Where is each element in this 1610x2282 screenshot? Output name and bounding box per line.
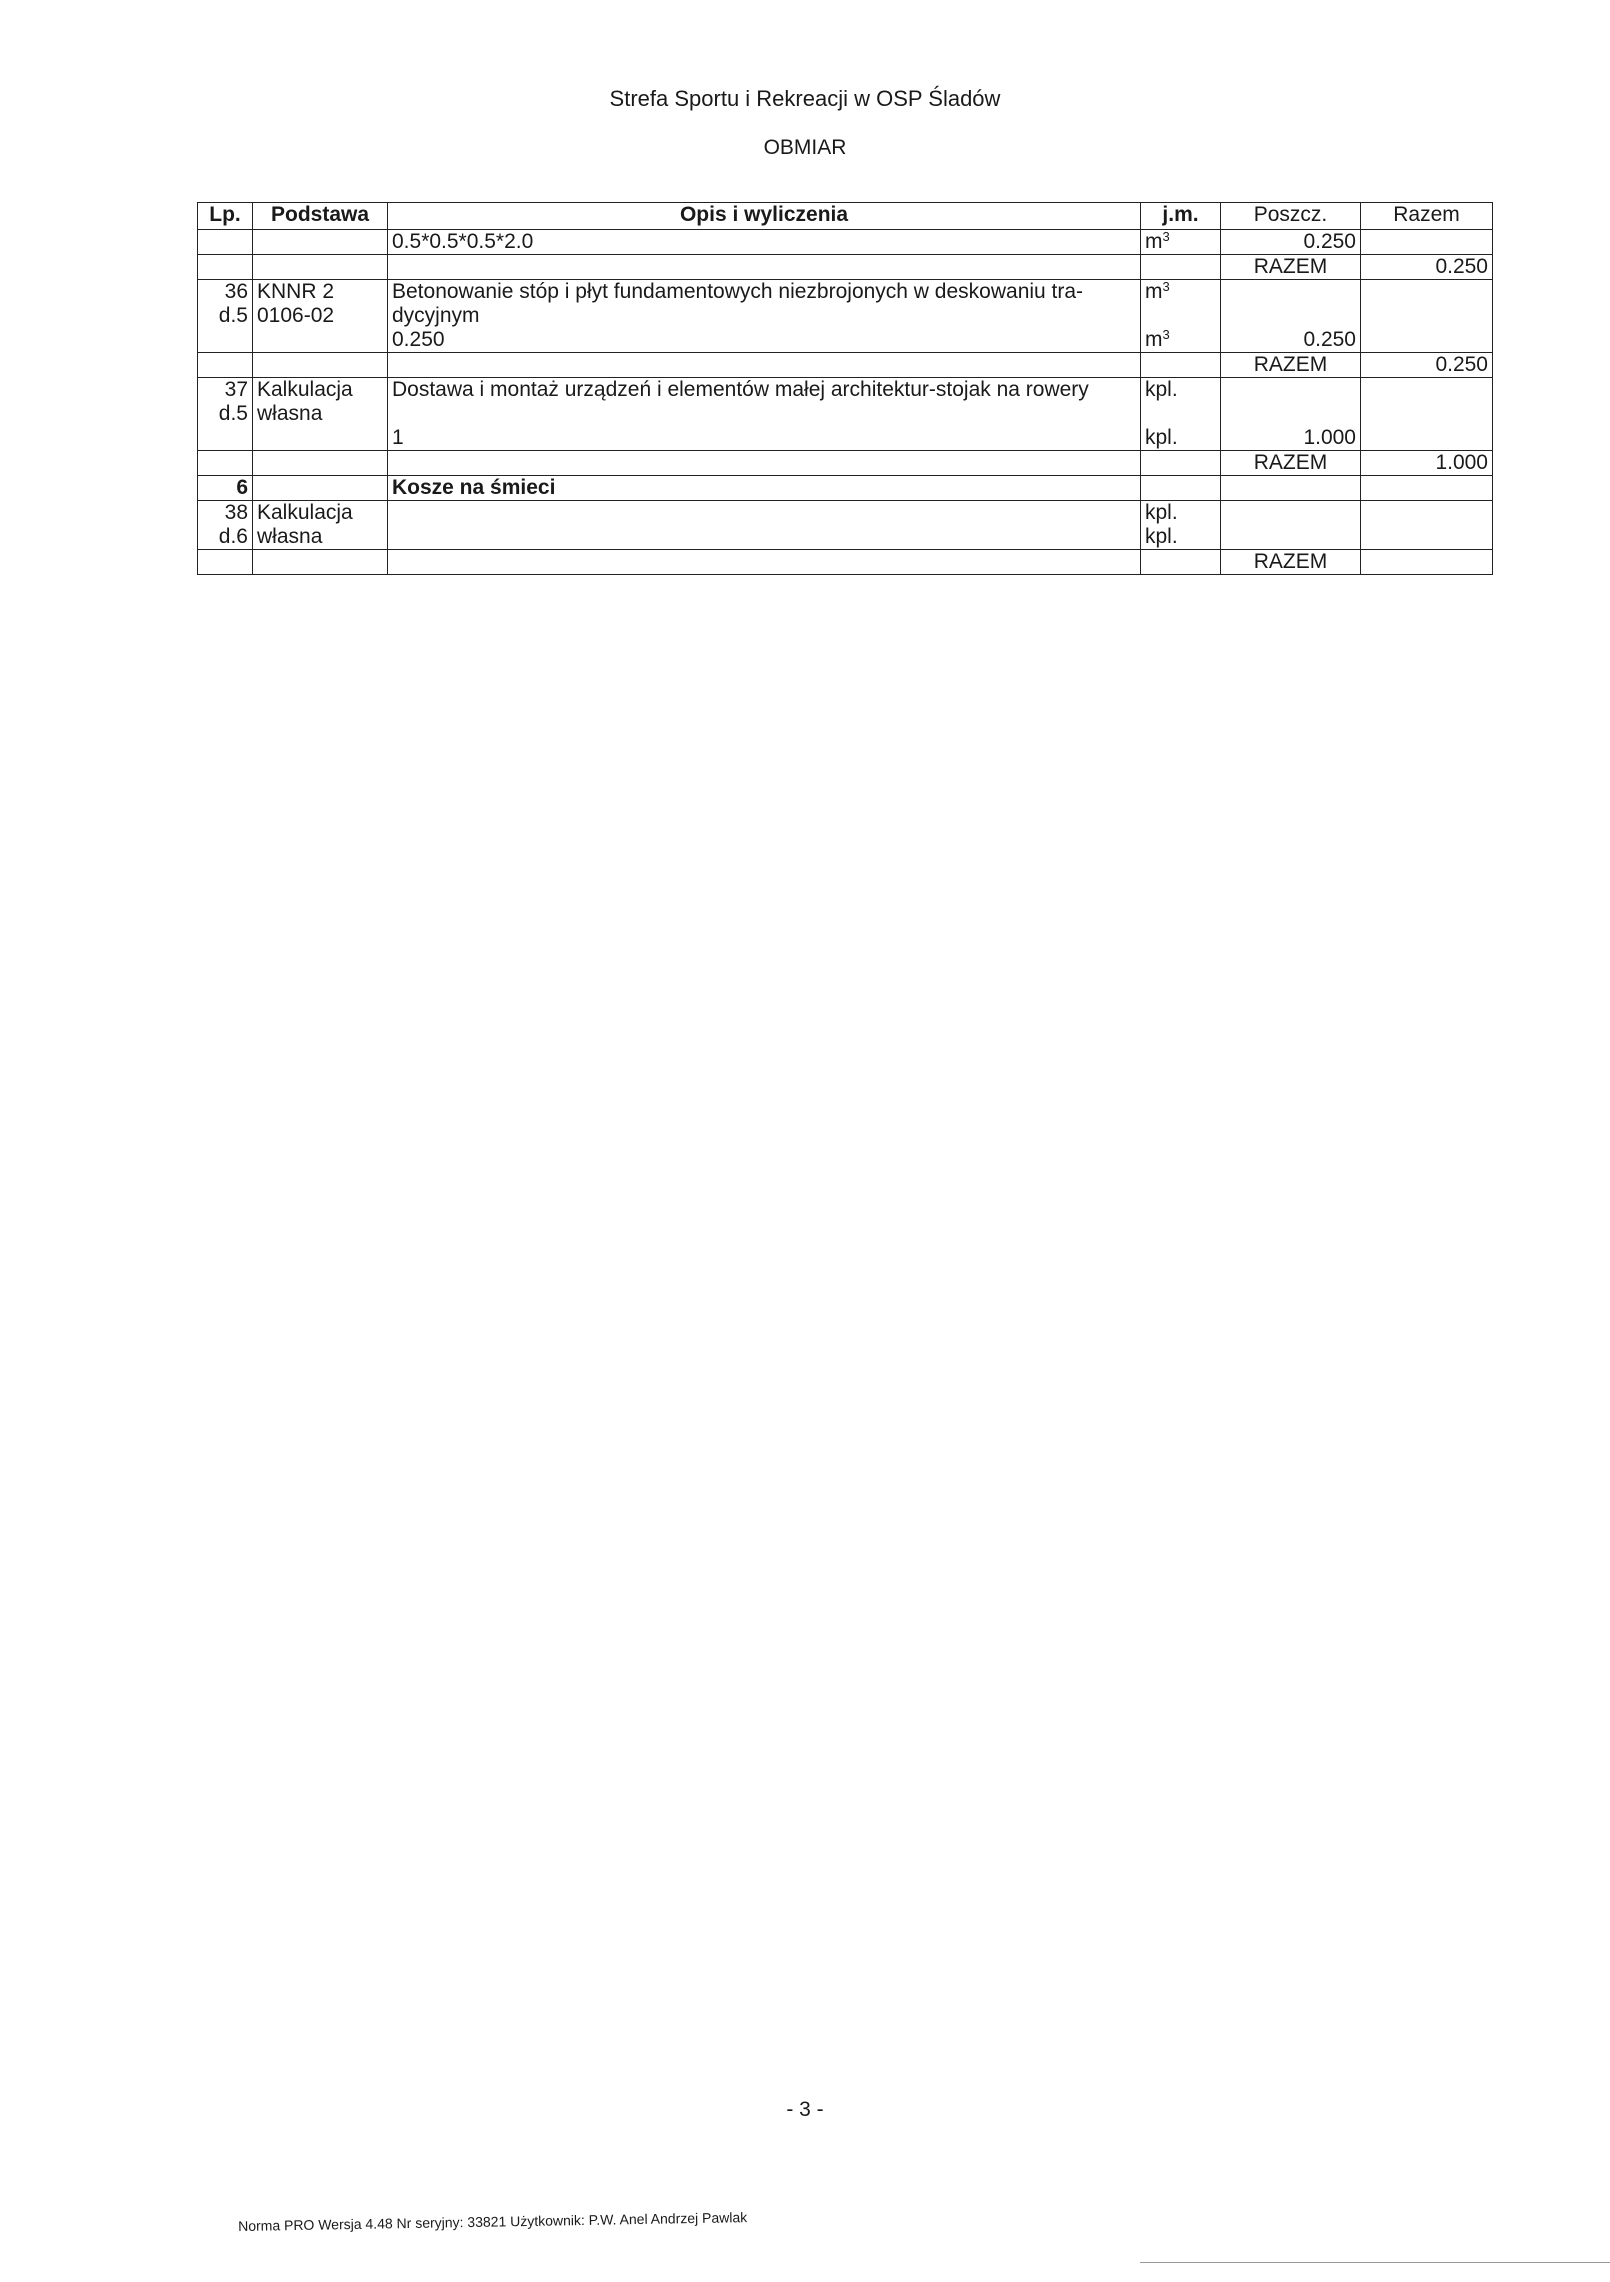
item-podstawa: własna [253,525,388,550]
poszcz-value: 1.000 [1221,426,1361,451]
unit-cell: $m^3$ [1141,280,1221,305]
table-row [198,426,1493,451]
col-lp-header: Lp. [198,203,253,230]
unit-cell: kpl. [1141,426,1221,451]
razem-label: RAZEM [1221,451,1361,476]
table-row [198,328,1493,353]
table-row [198,501,1493,526]
item-lp-sub: d.5 [198,304,253,328]
item-description: Dostawa i montaż urządzeń i elementów małej architektur-stojak na rowery [388,378,1141,403]
item-description: dycyjnym [388,304,1141,328]
item-lp-sub: d.5 [198,402,253,426]
col-opis-header: Opis i wyliczenia [388,203,1141,230]
calc-formula: 1 [388,426,1141,451]
razem-label: RAZEM [1221,550,1361,575]
razem-value: 1.000 [1361,451,1493,476]
razem-value: 0.250 [1361,255,1493,280]
unit-cell: $m^3$ [1141,328,1221,353]
table-row [198,280,1493,305]
item-podstawa: Kalkulacja [253,378,388,403]
page-number: - 3 - [786,2098,824,2121]
document-title: Strefa Sportu i Rekreacji w OSP Śladów [609,86,1001,111]
section-row [198,476,1493,501]
col-jm-header: j.m. [1141,203,1221,230]
obmiar-table [197,202,1493,575]
document-subtitle: OBMIAR [763,136,847,159]
table-row [198,353,1493,378]
item-podstawa: KNNR 2 [253,280,388,305]
table-row [198,304,1493,328]
col-poszcz-header: Poszcz. [1221,203,1361,230]
poszcz-value: 0.250 [1221,230,1361,255]
table-row [198,230,1493,255]
footer-divider [1140,2262,1610,2263]
unit-cell: kpl. [1141,378,1221,403]
item-lp: 38 [198,501,253,526]
table-header-row [198,203,1493,230]
table-row [198,525,1493,550]
item-podstawa: Kalkulacja [253,501,388,526]
section-title: Kosze na śmieci [388,476,1141,501]
col-podstawa-header: Podstawa [253,203,388,230]
col-razem-header: Razem [1361,203,1493,230]
razem-value: 0.250 [1361,353,1493,378]
table-row [198,550,1493,575]
item-podstawa: własna [253,402,388,426]
unit-cell: kpl. [1141,525,1221,550]
calc-formula: 0.250 [388,328,1141,353]
item-lp: 37 [198,378,253,403]
razem-label: RAZEM [1221,353,1361,378]
item-lp-sub: d.6 [198,525,253,550]
table-row [198,451,1493,476]
table-row [198,378,1493,403]
razem-label: RAZEM [1221,255,1361,280]
table-row [198,255,1493,280]
calc-formula: 0.5*0.5*0.5*2.0 [388,230,1141,255]
software-footer: Norma PRO Wersja 4.48 Nr seryjny: 33821 Użytkownik: P.W. Anel Andrzej Pawlak [238,2209,748,2234]
unit-cell: $m^3$ [1141,230,1221,255]
table-row [198,402,1493,426]
item-podstawa: 0106-02 [253,304,388,328]
section-lp: 6 [198,476,253,501]
item-lp: 36 [198,280,253,305]
poszcz-value: 0.250 [1221,328,1361,353]
unit-cell: kpl. [1141,501,1221,526]
item-description: Betonowanie stóp i płyt fundamentowych niezbrojonych w deskowaniu tra- [388,280,1141,305]
